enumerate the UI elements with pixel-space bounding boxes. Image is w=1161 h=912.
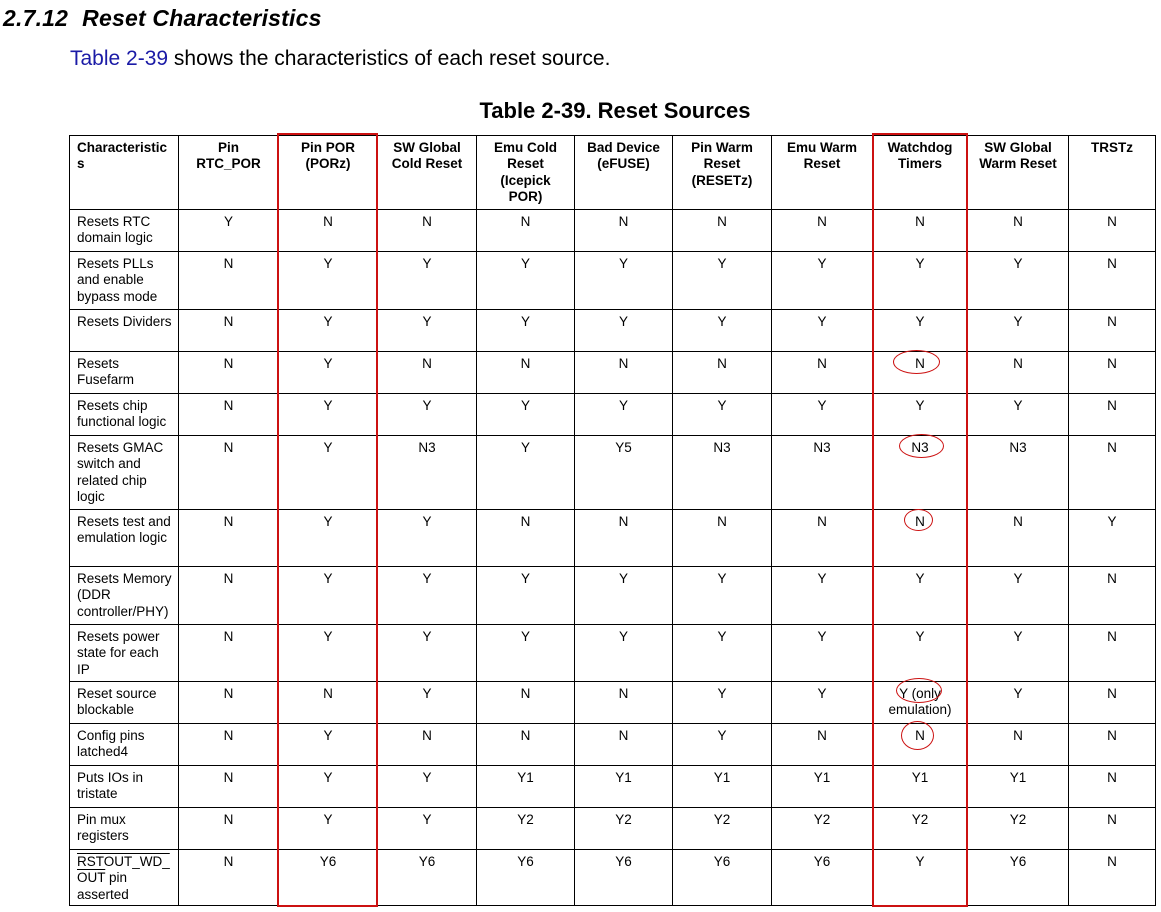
row-label: Resets Dividers [70, 310, 179, 352]
cell-pin-rtc-por: N [179, 352, 279, 394]
cell-pin-warm-reset: Y [673, 310, 772, 352]
cell-emu-warm-reset: N3 [772, 436, 873, 510]
cell-pin-warm-reset: Y [673, 394, 772, 436]
cell-pin-warm-reset: Y [673, 724, 772, 766]
header-watchdog-timers: Watchdog Timers [873, 136, 968, 210]
header-pin-por: Pin POR (PORz) [279, 136, 378, 210]
cell-trstz: N [1069, 394, 1156, 436]
cell-pin-rtc-por: N [179, 682, 279, 724]
cell-bad-device: Y [575, 252, 673, 310]
cell-emu-warm-reset: Y [772, 567, 873, 625]
row-label-text: pin asserted [77, 870, 129, 902]
cell-watchdog-timers: Y [873, 252, 968, 310]
section-number: 2.7.12 [3, 5, 69, 31]
cell-emu-warm-reset: N [772, 510, 873, 567]
header-trstz: TRSTz [1069, 136, 1156, 210]
cell-pin-warm-reset: Y [673, 567, 772, 625]
cell-emu-cold-reset: Y [477, 436, 575, 510]
cell-pin-rtc-por: N [179, 436, 279, 510]
cell-sw-global-cold-reset: Y [378, 252, 477, 310]
table-row [70, 436, 1156, 510]
cell-trstz: N [1069, 352, 1156, 394]
cell-pin-warm-reset: N [673, 352, 772, 394]
cell-watchdog-timers: Y2 [873, 808, 968, 850]
cell-trstz: N [1069, 850, 1156, 906]
cell-pin-por: N [279, 682, 378, 724]
cell-pin-rtc-por: Y [179, 210, 279, 252]
cell-emu-warm-reset: Y [772, 625, 873, 682]
cell-sw-global-cold-reset: Y [378, 510, 477, 567]
row-label-overlined-signal: RSTOUT_WD_ OUT [77, 854, 170, 886]
cell-emu-cold-reset: Y [477, 567, 575, 625]
cell-bad-device: Y [575, 394, 673, 436]
cell-pin-por: Y [279, 510, 378, 567]
cell-pin-rtc-por: N [179, 724, 279, 766]
cell-pin-rtc-por: N [179, 567, 279, 625]
row-label [70, 850, 179, 906]
cell-pin-por: Y [279, 310, 378, 352]
cell-emu-warm-reset: Y2 [772, 808, 873, 850]
cell-pin-por: Y6 [279, 850, 378, 906]
cell-emu-cold-reset: Y [477, 625, 575, 682]
header-emu-cold-reset: Emu Cold Reset (Icepick POR) [477, 136, 575, 210]
cell-pin-rtc-por: N [179, 808, 279, 850]
cell-emu-cold-reset: N [477, 724, 575, 766]
table-caption: Table 2-39. Reset Sources [479, 98, 751, 123]
cell-watchdog-timers: N3 [873, 436, 968, 510]
table-row [70, 394, 1156, 436]
cell-sw-global-cold-reset: Y [378, 394, 477, 436]
cell-sw-global-cold-reset: Y [378, 682, 477, 724]
cell-pin-por: Y [279, 252, 378, 310]
cell-sw-global-cold-reset: N [378, 352, 477, 394]
section-title-text: Reset Characteristics [82, 5, 322, 31]
cell-sw-global-cold-reset: N [378, 210, 477, 252]
cell-watchdog-timers: Y [873, 625, 968, 682]
header-pin-warm-reset: Pin Warm Reset (RESETz) [673, 136, 772, 210]
cell-bad-device: Y2 [575, 808, 673, 850]
cell-pin-por: Y [279, 436, 378, 510]
table-row [70, 210, 1156, 252]
cell-watchdog-timers: N [873, 510, 968, 567]
cell-bad-device: Y1 [575, 766, 673, 808]
cell-sw-global-cold-reset: Y [378, 310, 477, 352]
cell-trstz: N [1069, 436, 1156, 510]
cell-bad-device: Y [575, 625, 673, 682]
header-bad-device: Bad Device (eFUSE) [575, 136, 673, 210]
cell-bad-device: N [575, 682, 673, 724]
cell-bad-device: N [575, 510, 673, 567]
cell-sw-global-warm-reset: Y [968, 394, 1069, 436]
header-characteristics: Characteristic s [70, 136, 179, 210]
row-label: Resets Memory (DDR controller/PHY) [70, 567, 179, 625]
cell-pin-rtc-por: N [179, 850, 279, 906]
cell-emu-warm-reset: Y [772, 394, 873, 436]
cell-pin-por: Y [279, 352, 378, 394]
cell-emu-cold-reset: Y [477, 394, 575, 436]
row-label: Resets power state for each IP [70, 625, 179, 682]
header-sw-global-warm-reset: SW Global Warm Reset [968, 136, 1069, 210]
header-emu-warm-reset: Emu Warm Reset [772, 136, 873, 210]
cell-bad-device: N [575, 724, 673, 766]
cell-sw-global-cold-reset: N3 [378, 436, 477, 510]
cell-trstz: N [1069, 724, 1156, 766]
row-label: Resets test and emulation logic [70, 510, 179, 567]
cell-sw-global-warm-reset: Y [968, 567, 1069, 625]
intro-paragraph [70, 47, 610, 71]
cell-watchdog-timers: Y [873, 567, 968, 625]
cell-sw-global-warm-reset: Y2 [968, 808, 1069, 850]
table-row [70, 808, 1156, 850]
row-label: Resets chip functional logic [70, 394, 179, 436]
row-label: Resets Fusefarm [70, 352, 179, 394]
cell-sw-global-warm-reset: N [968, 210, 1069, 252]
cell-pin-warm-reset: Y2 [673, 808, 772, 850]
row-label: Puts IOs in tristate [70, 766, 179, 808]
cell-watchdog-timers: N [873, 352, 968, 394]
cell-trstz: N [1069, 252, 1156, 310]
cell-emu-cold-reset: Y2 [477, 808, 575, 850]
cell-trstz: N [1069, 808, 1156, 850]
cell-sw-global-warm-reset: N [968, 352, 1069, 394]
cell-pin-rtc-por: N [179, 766, 279, 808]
cell-sw-global-warm-reset: N [968, 510, 1069, 567]
cell-emu-warm-reset: N [772, 210, 873, 252]
cell-pin-warm-reset: N [673, 210, 772, 252]
cell-pin-por: Y [279, 394, 378, 436]
cell-trstz: N [1069, 625, 1156, 682]
cell-emu-cold-reset: Y [477, 310, 575, 352]
cell-sw-global-warm-reset: Y6 [968, 850, 1069, 906]
cell-emu-cold-reset: N [477, 510, 575, 567]
cell-emu-warm-reset: Y1 [772, 766, 873, 808]
cell-sw-global-warm-reset: Y [968, 682, 1069, 724]
cell-pin-rtc-por: N [179, 310, 279, 352]
cell-watchdog-timers: Y [873, 394, 968, 436]
cell-emu-warm-reset: Y [772, 252, 873, 310]
cell-sw-global-warm-reset: Y [968, 310, 1069, 352]
cell-pin-warm-reset: Y6 [673, 850, 772, 906]
table-reference-link[interactable]: Table 2-39 [70, 47, 169, 70]
cell-bad-device: Y [575, 310, 673, 352]
row-label: Resets GMAC switch and related chip logic [70, 436, 179, 510]
cell-emu-warm-reset: Y [772, 682, 873, 724]
cell-emu-cold-reset: N [477, 682, 575, 724]
cell-emu-warm-reset: Y6 [772, 850, 873, 906]
cell-watchdog-timers: N [873, 210, 968, 252]
cell-bad-device: N [575, 210, 673, 252]
cell-watchdog-timers: Y [873, 850, 968, 906]
cell-trstz: Y [1069, 510, 1156, 567]
cell-watchdog-timers: N [873, 724, 968, 766]
cell-trstz: N [1069, 682, 1156, 724]
cell-emu-cold-reset: Y [477, 252, 575, 310]
cell-bad-device: Y5 [575, 436, 673, 510]
cell-sw-global-cold-reset: Y [378, 808, 477, 850]
row-label: Config pins latched4 [70, 724, 179, 766]
cell-pin-warm-reset: Y [673, 682, 772, 724]
cell-sw-global-warm-reset: Y1 [968, 766, 1069, 808]
cell-bad-device: N [575, 352, 673, 394]
cell-trstz: N [1069, 766, 1156, 808]
table-row [70, 682, 1156, 724]
cell-trstz: N [1069, 567, 1156, 625]
table-row [70, 766, 1156, 808]
cell-trstz: N [1069, 210, 1156, 252]
cell-pin-rtc-por: N [179, 625, 279, 682]
cell-emu-warm-reset: Y [772, 310, 873, 352]
cell-pin-por: N [279, 210, 378, 252]
table-row [70, 510, 1156, 567]
cell-bad-device: Y [575, 567, 673, 625]
cell-sw-global-cold-reset: Y6 [378, 850, 477, 906]
cell-pin-por: Y [279, 766, 378, 808]
table-row [70, 567, 1156, 625]
cell-watchdog-timers: Y (only emulation) [873, 682, 968, 724]
cell-bad-device: Y6 [575, 850, 673, 906]
cell-pin-rtc-por: N [179, 394, 279, 436]
cell-trstz: N [1069, 310, 1156, 352]
cell-pin-por: Y [279, 625, 378, 682]
section-heading [3, 5, 322, 32]
cell-pin-por: Y [279, 808, 378, 850]
reset-sources-table [69, 135, 1156, 906]
table-row [70, 252, 1156, 310]
cell-emu-cold-reset: Y6 [477, 850, 575, 906]
cell-emu-cold-reset: Y1 [477, 766, 575, 808]
cell-pin-warm-reset: Y1 [673, 766, 772, 808]
header-row [70, 136, 1156, 210]
cell-pin-warm-reset: N [673, 510, 772, 567]
cell-sw-global-warm-reset: N3 [968, 436, 1069, 510]
cell-pin-rtc-por: N [179, 510, 279, 567]
cell-sw-global-warm-reset: Y [968, 625, 1069, 682]
cell-pin-warm-reset: Y [673, 252, 772, 310]
cell-emu-cold-reset: N [477, 352, 575, 394]
cell-emu-cold-reset: N [477, 210, 575, 252]
row-label: Resets RTC domain logic [70, 210, 179, 252]
row-label: Pin mux registers [70, 808, 179, 850]
cell-pin-por: Y [279, 567, 378, 625]
table-row [70, 724, 1156, 766]
table-row [70, 850, 1156, 906]
cell-emu-warm-reset: N [772, 352, 873, 394]
cell-sw-global-cold-reset: Y [378, 766, 477, 808]
header-sw-global-cold-reset: SW Global Cold Reset [378, 136, 477, 210]
cell-sw-global-cold-reset: N [378, 724, 477, 766]
cell-sw-global-cold-reset: Y [378, 567, 477, 625]
cell-pin-rtc-por: N [179, 252, 279, 310]
table-row [70, 352, 1156, 394]
cell-pin-warm-reset: N3 [673, 436, 772, 510]
intro-text: shows the characteristics of each reset source. [168, 47, 611, 70]
cell-watchdog-timers: Y [873, 310, 968, 352]
row-label: Resets PLLs and enable bypass mode [70, 252, 179, 310]
table-row [70, 310, 1156, 352]
cell-sw-global-warm-reset: Y [968, 252, 1069, 310]
cell-watchdog-timers: Y1 [873, 766, 968, 808]
cell-emu-warm-reset: N [772, 724, 873, 766]
table-row [70, 625, 1156, 682]
cell-sw-global-cold-reset: Y [378, 625, 477, 682]
cell-pin-por: Y [279, 724, 378, 766]
row-label: Reset source blockable [70, 682, 179, 724]
cell-pin-warm-reset: Y [673, 625, 772, 682]
header-pin-rtc-por: Pin RTC_POR [179, 136, 279, 210]
cell-sw-global-warm-reset: N [968, 724, 1069, 766]
